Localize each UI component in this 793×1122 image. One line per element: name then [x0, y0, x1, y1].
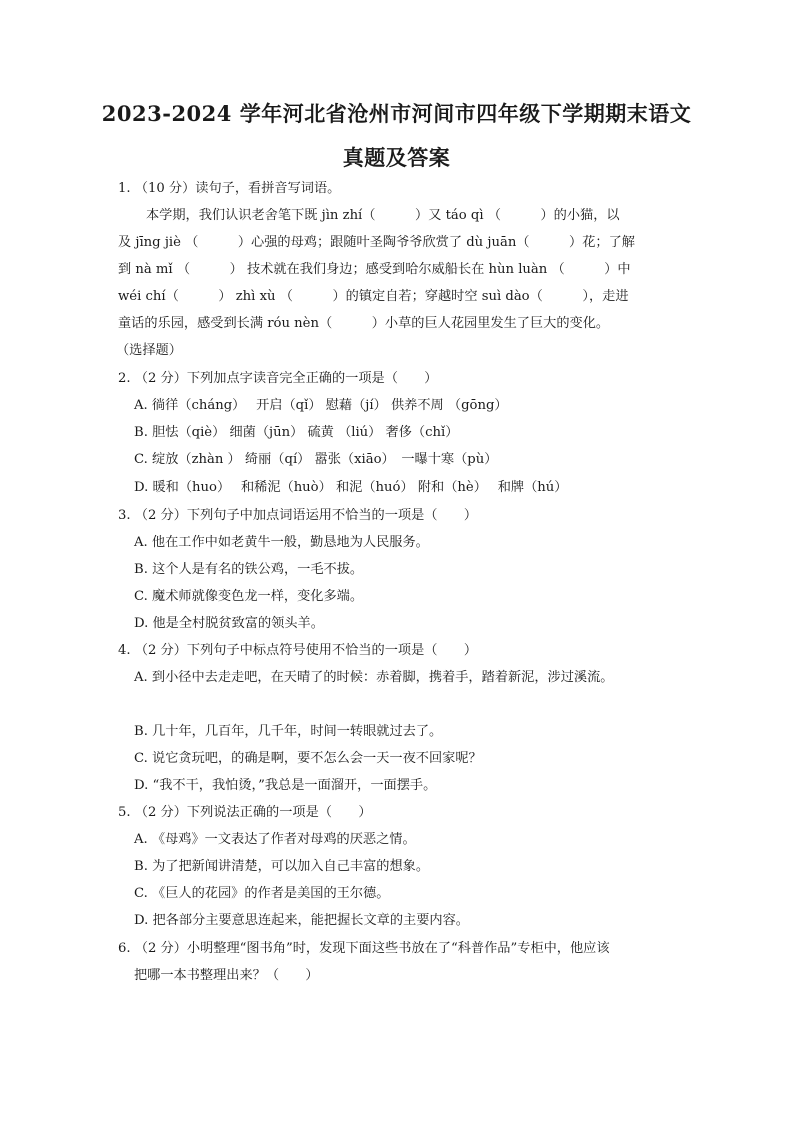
- document-title-line-1: 2023-2024 学年河北省沧州市河间市四年级下学期期末语文: [101, 101, 692, 126]
- question-6-header-continued: 把哪一本书整理出来？（ ）: [134, 968, 319, 983]
- question-6-header: 6. （2 分）小明整理“图书角”时，发现下面这些书放在了“科普作品”专柜中，他应该: [118, 941, 610, 956]
- question-1-header: 1. （10 分）读句子，看拼音写词语。: [118, 181, 341, 196]
- question-4-option-a: A. 到小径中去走走吧，在天晴了的时候：赤着脚，携着手，踏着新泥，涉过溪流。: [134, 670, 614, 685]
- question-2-option-d: D. 暖和（huo） 和稀泥（huò） 和泥（huó） 附和（hè） 和牌（hú）: [134, 480, 568, 495]
- question-4-header: 4. （2 分）下列句子中标点符号使用不恰当的一项是（ ）: [118, 643, 478, 658]
- question-1-body-line: wéi chí（ ） zhì xù （ ）的镇定自若；穿越时空 suì dào（ ），走进: [118, 289, 629, 304]
- question-5-option-b: B. 为了把新闻讲清楚，可以加入自己丰富的想象。: [134, 859, 430, 874]
- question-5-option-d: D. 把各部分主要意思连起来，能把握长文章的主要内容。: [134, 913, 469, 928]
- question-5-option-a: A. 《母鸡》一文表达了作者对母鸡的厌恶之情。: [134, 832, 416, 847]
- question-5-option-c: C. 《巨人的花园》的作者是美国的王尔德。: [134, 886, 390, 901]
- question-3-option-d: D. 他是全村脱贫致富的领头羊。: [134, 616, 324, 631]
- question-2-option-c: C. 绽放（zhàn ） 绮丽（qí） 嚣张（xiāo） 一曝十寒（pù）: [134, 452, 498, 467]
- question-1-body-line: 童话的乐园，感受到长满 róu nèn（ ）小草的巨人花园里发生了巨大的变化。: [118, 316, 610, 331]
- document-title-line-2: 真题及答案: [342, 145, 451, 170]
- question-4-option-d: D. “我不干，我怕烫，”我总是一面溜开，一面摆手。: [134, 778, 437, 793]
- question-3-option-c: C. 魔术师就像变色龙一样，变化多端。: [134, 589, 364, 604]
- question-2-option-a: A. 徜徉（cháng） 开启（qǐ） 慰藉（jí） 供养不周 （gōng）: [134, 398, 508, 413]
- question-3-option-a: A. 他在工作中如老黄牛一般，勤恳地为人民服务。: [134, 535, 429, 550]
- question-4-option-c: C. 说它贪玩吧，的确是啊，要不怎么会一天一夜不回家呢？: [134, 751, 482, 766]
- question-3-header: 3. （2 分）下列句子中加点词语运用不恰当的一项是（ ）: [118, 508, 478, 523]
- question-3-option-b: B. 这个人是有名的铁公鸡，一毛不拔。: [134, 562, 364, 577]
- question-2-option-b: B. 胆怯（qiè） 细菌（jūn） 硫黄 （liú） 奢侈（chǐ）: [134, 425, 459, 440]
- question-1-body-line: 本学期，我们认识老舍笔下既 jìn zhí（ ）又 táo qì （ ）的小猫，以: [146, 208, 620, 223]
- question-1-body-line: 及 jīng jiè （ ）心强的母鸡；跟随叶圣陶爷爷欣赏了 dù juān（ ）花；了解: [118, 235, 635, 250]
- question-5-header: 5. （2 分）下列说法正确的一项是（ ）: [118, 805, 372, 820]
- question-4-option-b: B. 几十年，几百年，几千年，时间一转眼就过去了。: [134, 724, 443, 739]
- question-1-body-line: 到 nà mǐ （ ） 技术就在我们身边；感受到哈尔威船长在 hùn luàn （ ）中: [118, 262, 631, 277]
- question-2-header: 2. （2 分）下列加点字读音完全正确的一项是（ ）: [118, 371, 438, 386]
- section-label-choice: （选择题）: [116, 343, 182, 358]
